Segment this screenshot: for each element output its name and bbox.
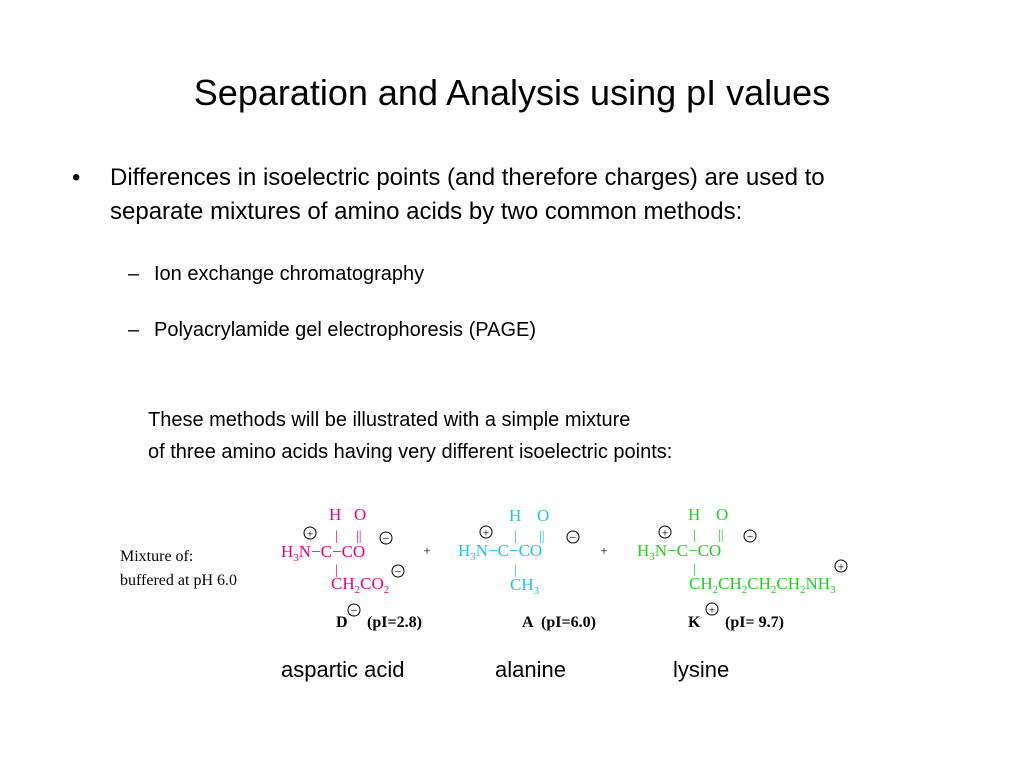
lysine-side-chain: $CH_2CH_2CH_2CH_2NH_3$ — [689, 574, 836, 596]
svg-text:−: − — [746, 529, 754, 544]
lysine-letter: K — [688, 614, 701, 631]
note-line-1: These methods will be illustrated with a simple mixture — [148, 409, 631, 431]
svg-text:+: + — [837, 559, 845, 574]
alanine-side-bond: | — [514, 563, 517, 578]
alanine-letter: A — [522, 614, 534, 631]
aspartic-h-atom: H — [329, 505, 342, 524]
bullet-line-1: Differences in isoelectric points (and therefore charges) are used to — [110, 164, 825, 191]
aspartic-acid-structure — [281, 505, 389, 596]
alanine-h-atom: H — [509, 506, 522, 525]
svg-text:−: − — [350, 603, 358, 618]
name-alanine: alanine — [495, 657, 566, 682]
aspartic-letter: D — [336, 614, 348, 631]
slide-title: Separation and Analysis using pI values — [193, 72, 831, 113]
alanine-o-atom: O — [537, 506, 550, 525]
mixture-label-line-2: buffered at pH 6.0 — [120, 572, 237, 589]
alanine-double-bond: || — [539, 529, 545, 544]
alanine-amino-group: $H_3N-C-CO$ — [458, 541, 543, 563]
lysine-o-atom: O — [716, 505, 729, 524]
lysine-pi-label: (pI= 9.7) — [725, 614, 784, 631]
sub-bullet-ion-exchange: Ion exchange chromatography — [154, 263, 425, 285]
alanine-pi-label: (pI=6.0) — [541, 614, 596, 631]
name-aspartic-acid: aspartic acid — [281, 657, 405, 682]
aspartic-amino-group: $H_3N-C-CO$ — [281, 542, 366, 564]
lysine-h-atom: H — [688, 505, 701, 524]
sub-bullet-dash-2: – — [128, 319, 140, 341]
note-line-2: of three amino acids having very different isoelectric points: — [148, 441, 673, 463]
svg-text:+: + — [482, 525, 490, 540]
svg-text:+: + — [708, 602, 716, 617]
bullet-line-2: separate mixtures of amino acids by two common methods: — [110, 198, 743, 225]
plus-sign-2: + — [600, 543, 608, 558]
svg-text:−: − — [569, 530, 577, 545]
svg-text:+: + — [306, 526, 314, 541]
aspartic-o-atom: O — [354, 505, 367, 524]
lysine-single-bond: | — [693, 528, 696, 543]
pi-labels — [336, 614, 784, 631]
mixture-label-line-1: Mixture of: — [120, 548, 194, 565]
sub-bullet-page: Polyacrylamide gel electrophoresis (PAGE) — [154, 319, 537, 341]
aspartic-side-chain: $CH_2CO_2$ — [331, 574, 390, 596]
svg-text:−: − — [382, 531, 390, 546]
bullet-marker: • — [72, 164, 81, 191]
aspartic-pi-label: (pI=2.8) — [367, 614, 422, 631]
alanine-side-chain: $CH_3$ — [510, 575, 540, 597]
svg-text:+: + — [661, 525, 669, 540]
lysine-double-bond: || — [718, 528, 724, 543]
aspartic-side-bond: | — [335, 563, 338, 578]
plus-sign-1: + — [423, 543, 431, 558]
svg-text:−: − — [394, 564, 402, 579]
lysine-side-bond: | — [693, 562, 696, 577]
lysine-structure — [637, 505, 836, 596]
sub-bullet-dash-1: – — [128, 263, 140, 285]
aspartic-double-bond: || — [356, 529, 362, 544]
alanine-single-bond: | — [514, 529, 517, 544]
name-lysine: lysine — [673, 657, 730, 682]
aspartic-single-bond: | — [335, 529, 338, 544]
alanine-structure — [458, 506, 549, 597]
lysine-amino-group: $H_3N-C-CO$ — [637, 541, 722, 563]
